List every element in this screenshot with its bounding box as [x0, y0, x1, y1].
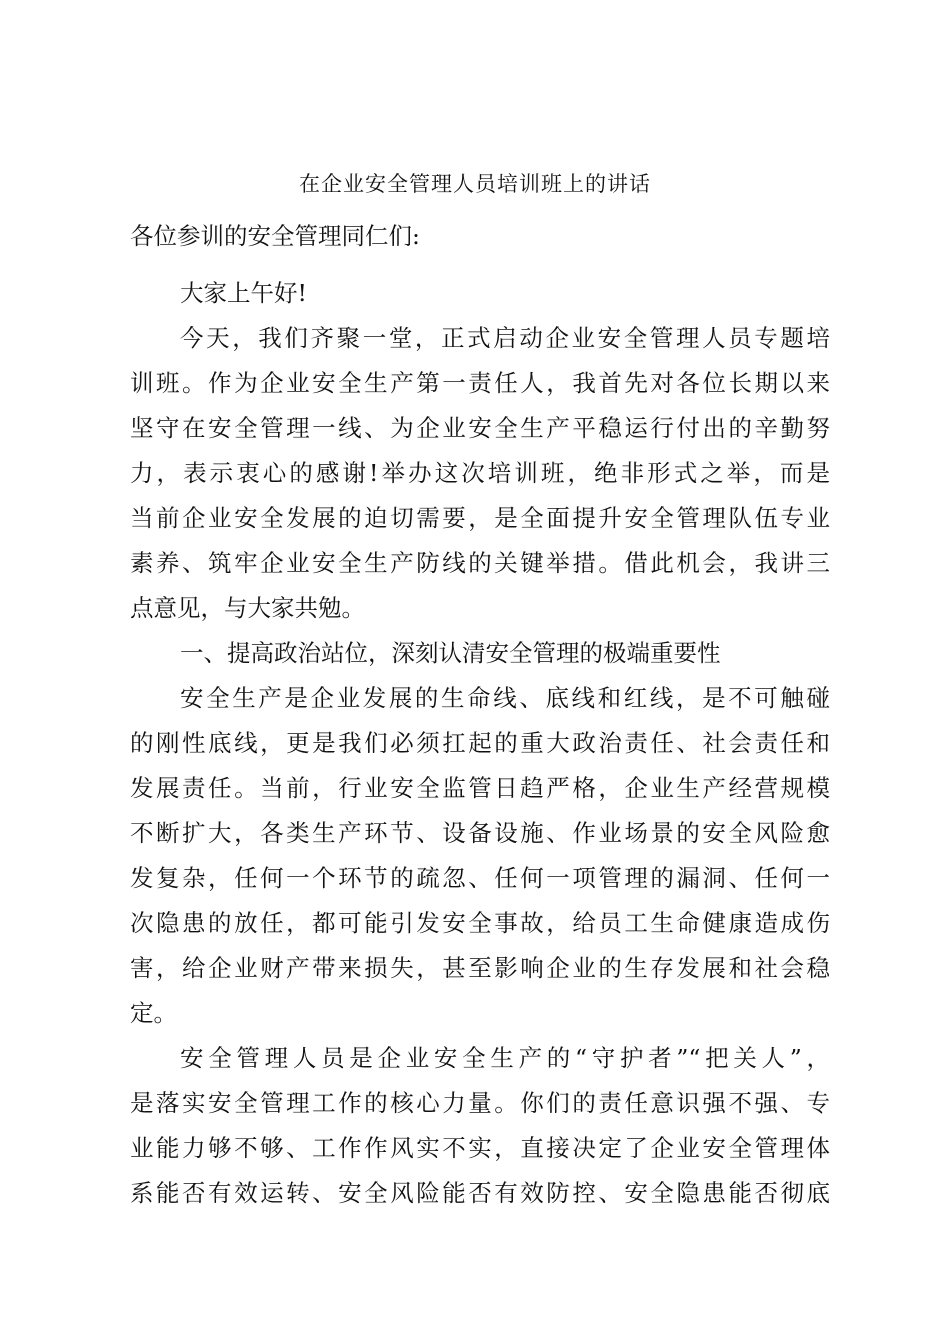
body-line: 点意见，与大家共勉。	[130, 594, 365, 622]
body-line: 当前企业安全发展的迫切需要，是全面提升安全管理队伍专业	[130, 504, 830, 532]
body-line: 是落实安全管理工作的核心力量。你们的责任意识强不强、专	[130, 1089, 830, 1117]
body-line: 害，给企业财产带来损失，甚至影响企业的生存发展和社会稳	[130, 954, 830, 982]
body-line: 训班。作为企业安全生产第一责任人，我首先对各位长期以来	[130, 369, 830, 397]
body-line: 力，表示衷心的感谢!举办这次培训班，绝非形式之举，而是	[130, 459, 830, 487]
section-heading: 一、提高政治站位，深刻认清安全管理的极端重要性	[180, 639, 721, 667]
salutation-line: 各位参训的安全管理同仁们:	[130, 222, 420, 250]
body-line: 的刚性底线，更是我们必须扛起的重大政治责任、社会责任和	[130, 729, 830, 757]
body-line: 不断扩大，各类生产环节、设备设施、作业场景的安全风险愈	[130, 819, 830, 847]
body-line: 素养、筑牢企业安全生产防线的关键举措。借此机会，我讲三	[130, 549, 830, 577]
body-line: 系能否有效运转、安全风险能否有效防控、安全隐患能否彻底	[130, 1179, 830, 1207]
body-line: 坚守在安全管理一线、为企业安全生产平稳运行付出的辛勤努	[130, 414, 830, 442]
body-line: 定。	[130, 999, 177, 1027]
body-line: 今天，我们齐聚一堂，正式启动企业安全管理人员专题培	[180, 324, 830, 352]
body-line: 安全生产是企业发展的生命线、底线和红线，是不可触碰	[180, 684, 830, 712]
body-line: 发展责任。当前，行业安全监管日趋严格，企业生产经营规模	[130, 774, 830, 802]
body-line: 发复杂，任何一个环节的疏忽、任何一项管理的漏洞、任何一	[130, 864, 830, 892]
body-line: 业能力够不够、工作作风实不实，直接决定了企业安全管理体	[130, 1134, 830, 1162]
document-title: 在企业安全管理人员培训班上的讲话	[299, 172, 651, 196]
body-line: 安全管理人员是企业安全生产的“守护者”“把关人”，	[180, 1044, 830, 1072]
greeting-line: 大家上午好!	[180, 279, 307, 307]
body-line: 次隐患的放任，都可能引发安全事故，给员工生命健康造成伤	[130, 909, 830, 937]
